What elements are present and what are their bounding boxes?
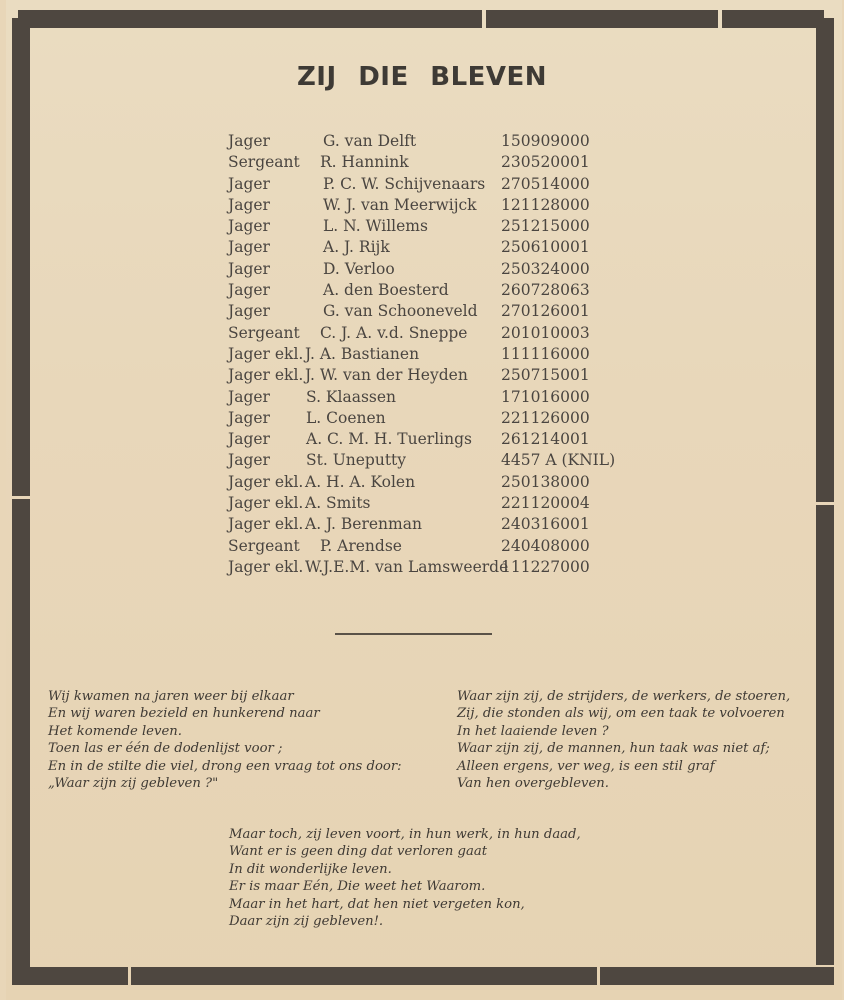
rank: Jager ekl. [228, 515, 304, 534]
service-number: 121128000 [501, 195, 590, 214]
service-number: 250715001 [501, 366, 590, 385]
poem-line: Alleen ergens, ver weg, is een stil graf [457, 758, 715, 774]
poem-line: Er is maar Eén, Die weet het Waarom. [229, 879, 486, 895]
border-top-segment [722, 10, 824, 28]
rank: Jager [228, 217, 270, 236]
border-bottom-segment [12, 967, 128, 985]
soldier-name: J. A. Bastianen [305, 344, 420, 363]
rank: Jager [228, 451, 270, 470]
soldier-name: A. den Boesterd [323, 281, 449, 300]
service-number: 111227000 [501, 557, 590, 576]
rank: Jager [228, 281, 270, 300]
rank: Jager [228, 195, 270, 214]
border-top-segment [486, 10, 718, 28]
poem-stanza-left [48, 688, 402, 792]
service-number: 250324000 [501, 259, 590, 278]
poem-line: Zij, die stonden als wij, om een taak te volvoeren [457, 706, 785, 722]
soldier-name: St. Uneputty [306, 451, 407, 470]
rank: Jager ekl. [228, 366, 304, 385]
poem-line: Van hen overgebleven. [457, 776, 609, 792]
rank: Jager ekl. [228, 472, 304, 491]
soldier-name: L. Coenen [306, 408, 386, 427]
soldier-name: A. C. M. H. Tuerlings [306, 430, 472, 449]
rank: Sergeant [228, 323, 300, 342]
service-number: 261214001 [501, 430, 590, 449]
service-number: 111116000 [501, 344, 590, 363]
service-number: 230520001 [501, 153, 590, 172]
service-number: 221126000 [501, 408, 590, 427]
rank: Jager [228, 238, 270, 257]
rank: Jager ekl. [228, 494, 304, 513]
poem-stanza-right [457, 688, 790, 792]
soldier-name: J. W. van der Heyden [305, 366, 468, 385]
poem-line: En wij waren bezield en hunkerend naar [48, 706, 320, 722]
soldier-name: D. Verloo [323, 259, 395, 278]
poem-line: Daar zijn zij gebleven!. [229, 914, 384, 930]
service-number: 240408000 [501, 536, 590, 555]
page-title: ZIJ DIE BLEVEN [296, 62, 548, 92]
rank: Jager [228, 132, 270, 150]
border-top-segment [18, 10, 482, 28]
rank: Sergeant [228, 536, 300, 555]
poem-line: En in de stilte die viel, drong een vraag tot ons door: [48, 758, 402, 774]
poem-line: Wij kwamen na jaren weer bij elkaar [48, 689, 294, 704]
poem-stanza-bottom [229, 826, 581, 930]
soldier-name: P. Arendse [320, 536, 402, 555]
rank: Jager [228, 302, 270, 321]
soldier-name: A. Smits [305, 494, 371, 513]
soldier-name: W.J.E.M. van Lamsweerde [305, 557, 509, 576]
soldier-name: A. J. Rijk [323, 238, 390, 257]
soldier-name: G. van Schooneveld [323, 302, 478, 321]
service-number: 221120004 [501, 494, 590, 513]
rank: Jager ekl. [228, 557, 304, 576]
soldier-name: G. van Delft [323, 132, 417, 150]
poem-line: Waar zijn zij, de mannen, hun taak was niet af; [457, 741, 770, 757]
service-number: 4457 A (KNIL) [501, 451, 616, 470]
service-number: 250138000 [501, 472, 590, 491]
service-number: 201010003 [501, 323, 590, 342]
service-number: 171016000 [501, 387, 590, 406]
service-number: 240316001 [501, 515, 590, 534]
poem-line: Want er is geen ding dat verloren gaat [229, 844, 488, 860]
rank: Jager [228, 408, 270, 427]
poem-line: „Waar zijn zij gebleven ?" [48, 776, 219, 792]
poem-line: Toen las er één de dodenlijst voor ; [48, 741, 283, 757]
soldier-name: S. Klaassen [306, 387, 397, 406]
soldier-name: R. Hannink [320, 153, 409, 172]
service-number: 270126001 [501, 302, 590, 321]
poem-line: In dit wonderlijke leven. [229, 861, 392, 877]
service-number: 251215000 [501, 217, 590, 236]
soldier-name: A. J. Berenman [305, 515, 422, 534]
rank: Jager ekl. [228, 344, 304, 363]
rank: Jager [228, 259, 270, 278]
poem-line: Waar zijn zij, de strijders, de werkers, de stoeren, [457, 689, 791, 704]
rank: Jager [228, 174, 270, 193]
service-number: 250610001 [501, 238, 590, 257]
rank: Jager [228, 430, 270, 449]
soldier-name: A. H. A. Kolen [305, 472, 416, 491]
border-bottom-segment [131, 967, 597, 985]
poem-line: In het laaiende leven ? [457, 723, 609, 739]
rank: Jager [228, 387, 270, 406]
service-number: 260728063 [501, 281, 590, 300]
section-divider [335, 633, 492, 635]
poem-line: Maar in het hart, dat hen niet vergeten kon, [229, 896, 525, 912]
soldier-name: W. J. van Meerwijck [323, 195, 477, 214]
border-left-segment [12, 499, 30, 971]
poem-line: Maar toch, zij leven voort, in hun werk, in hun daad, [229, 827, 581, 842]
soldier-name: L. N. Willems [323, 217, 428, 236]
border-bottom-segment [600, 967, 834, 985]
service-number: 270514000 [501, 174, 590, 193]
poem-line: Het komende leven. [48, 723, 182, 739]
rank: Sergeant [228, 153, 300, 172]
soldier-name: C. J. A. v.d. Sneppe [320, 323, 468, 342]
border-right-segment [816, 505, 834, 965]
soldier-name: P. C. W. Schijvenaars [323, 174, 486, 193]
service-number: 150909000 [501, 132, 590, 150]
